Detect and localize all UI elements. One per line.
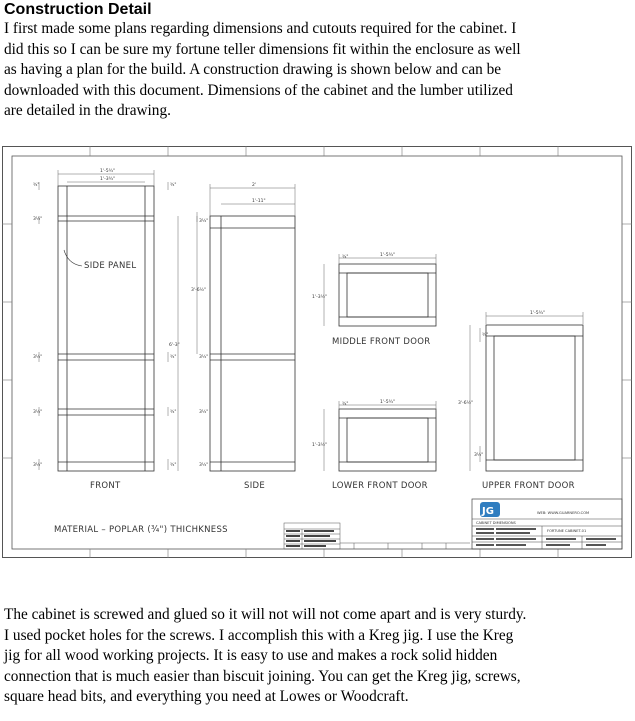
svg-text:¾": ¾" <box>170 183 177 188</box>
title-block-web: WEB: WWW.GUARNERO.COM <box>537 511 590 515</box>
label-side: SIDE <box>244 481 266 491</box>
construction-drawing <box>2 146 632 558</box>
svg-text:3½": 3½" <box>199 355 209 360</box>
svg-text:¾": ¾" <box>342 402 349 407</box>
closing-line: I used pocket holes for the screws. I accomplish this with a Kreg jig. I use the Kreg <box>4 626 514 644</box>
svg-text:3½": 3½" <box>33 355 43 360</box>
side-view <box>210 216 295 471</box>
svg-text:6'-3": 6'-3" <box>169 343 180 348</box>
svg-text:3½": 3½" <box>199 410 209 415</box>
title-block <box>472 499 622 549</box>
svg-text:1'-5¾": 1'-5¾" <box>380 253 396 258</box>
intro-line: are detailed in the drawing. <box>4 102 171 120</box>
svg-text:¾": ¾" <box>482 333 489 338</box>
intro-line: as having a plan for the build. A construction drawing is shown below and can be <box>4 61 502 79</box>
label-middle-front-door: MIDDLE FRONT DOOR <box>332 337 431 347</box>
title-block-title: CABINET DIMENSIONS <box>476 521 516 525</box>
svg-text:¾": ¾" <box>170 355 177 360</box>
label-upper-front-door: UPPER FRONT DOOR <box>482 481 575 491</box>
svg-text:3½": 3½" <box>474 453 484 458</box>
label-lower-front-door: LOWER FRONT DOOR <box>332 481 428 491</box>
upper-front-door <box>486 325 583 471</box>
svg-text:3½": 3½" <box>199 219 209 224</box>
section-heading: Construction Detail <box>4 1 152 18</box>
svg-text:3½": 3½" <box>33 410 43 415</box>
svg-text:3½": 3½" <box>199 463 209 468</box>
intro-line: I first made some plans regarding dimensions and cutouts required for the cabinet. I <box>4 20 517 37</box>
svg-text:1'-5¾": 1'-5¾" <box>380 400 396 405</box>
intro-line: downloaded with this document. Dimensions of the cabinet and the lumber utilized <box>4 81 513 99</box>
svg-text:1'-3½": 1'-3½" <box>312 295 328 300</box>
svg-text:2': 2' <box>252 183 257 188</box>
svg-text:¾": ¾" <box>170 410 177 415</box>
title-block-drawing-name: FORTUNE CABINET-01 <box>547 529 587 533</box>
closing-paragraph <box>4 605 632 708</box>
svg-text:¾": ¾" <box>33 183 40 188</box>
svg-text:1'-3¾": 1'-3¾" <box>100 177 116 182</box>
label-front: FRONT <box>90 481 121 491</box>
svg-text:1'-11": 1'-11" <box>252 199 266 204</box>
middle-front-door <box>339 264 436 326</box>
svg-text:¾": ¾" <box>170 463 177 468</box>
svg-text:3'-6½": 3'-6½" <box>191 288 207 293</box>
svg-text:3'-6½": 3'-6½" <box>458 401 474 406</box>
closing-line: jig for all wood working projects. It is easy to use and makes a rock solid hidden <box>4 647 498 665</box>
logo-text: JG <box>482 506 494 517</box>
svg-text:¾": ¾" <box>342 255 349 260</box>
svg-text:1'-5¾": 1'-5¾" <box>530 311 546 316</box>
closing-line: square head bits, and everything you need at Lowes or Woodcraft. <box>4 688 409 706</box>
svg-text:3½": 3½" <box>33 463 43 468</box>
intro-line: did this so I can be sure my fortune teller dimensions fit within the enclosure as well <box>4 40 521 58</box>
closing-line: connection that is much easier than biscuit joining. You can get the Kreg jig, screws, <box>4 667 521 685</box>
svg-text:3½": 3½" <box>33 217 43 222</box>
closing-line: The cabinet is screwed and glued so it will not will not come apart and is very sturdy. <box>4 606 527 623</box>
svg-text:1'-3½": 1'-3½" <box>312 443 328 448</box>
material-note: MATERIAL – POPLAR (¾") THICHKNESS <box>54 525 228 535</box>
label-side-panel: SIDE PANEL <box>84 261 137 271</box>
intro-paragraph <box>4 19 632 122</box>
lower-front-door <box>339 409 436 471</box>
front-view <box>58 186 154 471</box>
svg-text:1'-5¾": 1'-5¾" <box>100 169 116 174</box>
